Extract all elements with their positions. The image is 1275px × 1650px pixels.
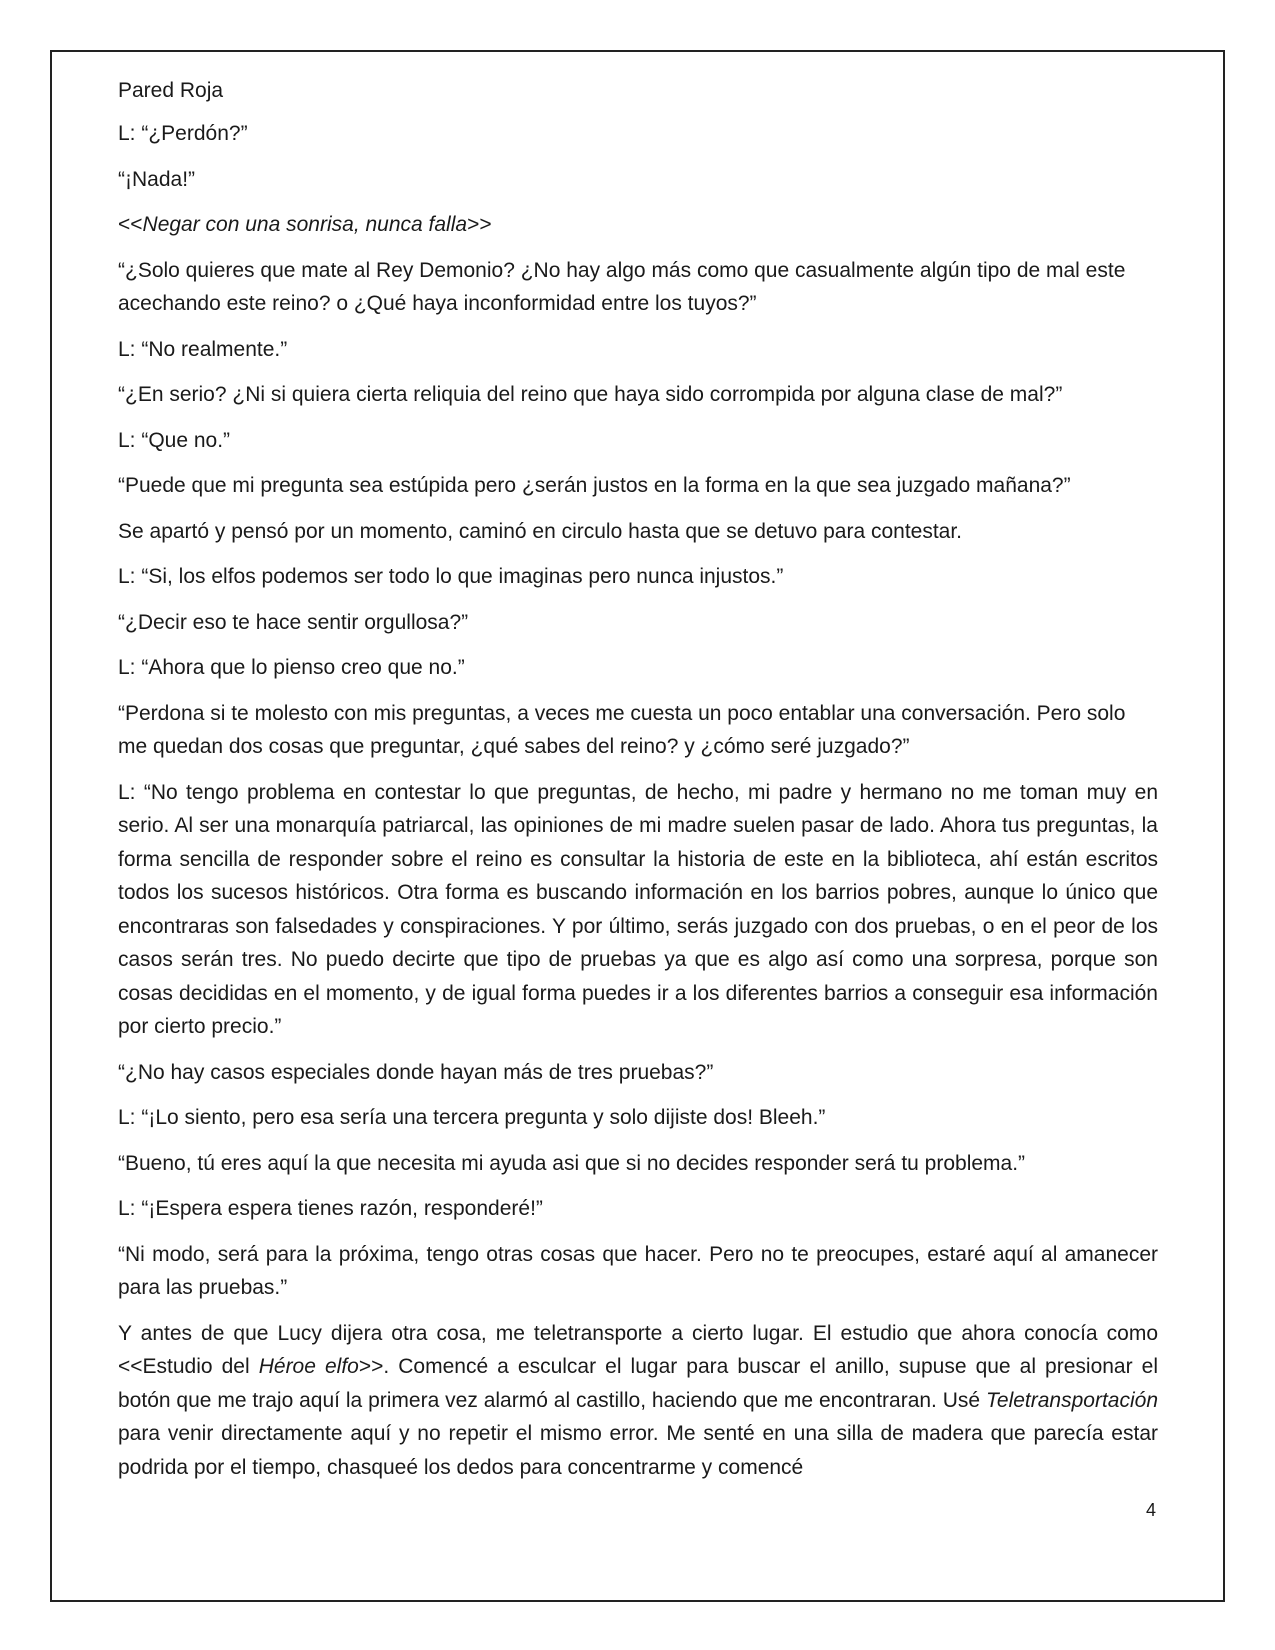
paragraph: “Bueno, tú eres aquí la que necesita mi ayuda asi que si no decides responder será tu problema.” — [118, 1151, 1026, 1175]
paragraph: L: “No realmente.” — [118, 337, 288, 361]
paragraph: “¿Solo quieres que mate al Rey Demonio? ¿No hay algo más como que casualmente algún tipo de mal este acechando este reino? o ¿Qué haya inconformidad entre los tuyos?” — [118, 258, 1126, 315]
italic-text: Teletransportación — [986, 1388, 1158, 1412]
paragraph: L: “¡Espera espera tienes razón, responderé!” — [118, 1197, 543, 1220]
paragraph: L: “Si, los elfos podemos ser todo lo que imaginas pero nunca injustos.” — [118, 565, 784, 588]
paragraph: L: “¿Perdón?” — [118, 122, 248, 145]
paragraph: L: “Ahora que lo pienso creo que no.” — [118, 656, 465, 679]
text-span: Y antes de que Lucy dijera otra cosa, me teletransporte a cierto lugar. El estudio que ahora conocía como <<Estudio del — [118, 1321, 1158, 1378]
paragraph — [118, 1317, 1158, 1485]
paragraph: “¿Decir eso te hace sentir orgullosa?” — [118, 610, 469, 634]
paragraph: “Ni modo, será para la próxima, tengo otras cosas que hacer. Pero no te preocupes, estaré aquí al amanecer para las pruebas.” — [118, 1242, 1158, 1299]
paragraph — [118, 208, 1158, 242]
paragraph: L: “Que no.” — [118, 428, 231, 452]
paragraph: “¡Nada!” — [118, 167, 196, 191]
paragraph: “Puede que mi pregunta sea estúpida pero ¿serán justos en la forma en la que sea juzgado mañana?” — [118, 474, 1071, 497]
paragraph: L: “No tengo problema en contestar lo que preguntas, de hecho, mi padre y hermano no me toman muy en serio. Al ser una monarquía patriarcal, las opiniones de mi madre suelen pasar de lado. Ahora tus preguntas, la forma sencilla de responder sobre el reino es consultar la historia de este en la biblioteca, ahí están escritos todos los sucesos históricos. Otra forma es buscando información en los barrios pobres, aunque lo único que encontraras son falsedades y conspiraciones. Y por último, serás juzgado con dos pruebas, o en el peor de los casos serán tres. No puedo decirte que tipo de pruebas ya que es algo así como una sorpresa, porque son cosas decididas en el momento, y de igual forma puedes ir a los diferentes barrios a conseguir esa información por cierto precio.” — [118, 780, 1158, 1038]
text-span: para venir directamente aquí y no repetir el mismo error. Me senté en una silla de madera que parecía estar podrida por el tiempo, chasqueé los dedos para concentrarme y comencé — [118, 1422, 1158, 1479]
paragraph: “¿En serio? ¿Ni si quiera cierta reliquia del reino que haya sido corrompida por alguna clase de mal?” — [118, 383, 1063, 406]
italic-text: Héroe elfo — [258, 1355, 359, 1378]
text-span: << — [118, 213, 143, 236]
paragraph: “¿No hay casos especiales donde hayan más de tres pruebas?” — [118, 1060, 714, 1084]
paragraph: “Perdona si te molesto con mis preguntas, a veces me cuesta un poco entablar una conversación. Pero solo me quedan dos cosas que preguntar, ¿qué sabes del reino? y ¿cómo seré juzgado?” — [118, 701, 1126, 758]
paragraph: Se apartó y pensó por un momento, caminó en circulo hasta que se detuvo para contestar. — [118, 519, 963, 543]
italic-text: Negar con una sonrisa, nunca falla — [142, 213, 468, 236]
paragraph: L: “¡Lo siento, pero esa sería una tercera pregunta y solo dijiste dos! Bleeh.” — [118, 1106, 826, 1129]
text-span: >>. Comencé a esculcar el lugar para buscar el anillo, supuse que al presionar el botón que me trajo aquí la primera vez alarmó al castillo, haciendo que me encontraran. Usé — [118, 1355, 1159, 1412]
page-number: 4 — [1146, 1500, 1157, 1520]
page-header-title: Pared Roja — [118, 79, 224, 102]
text-span: >> — [467, 213, 492, 236]
document-body — [118, 70, 1158, 1496]
